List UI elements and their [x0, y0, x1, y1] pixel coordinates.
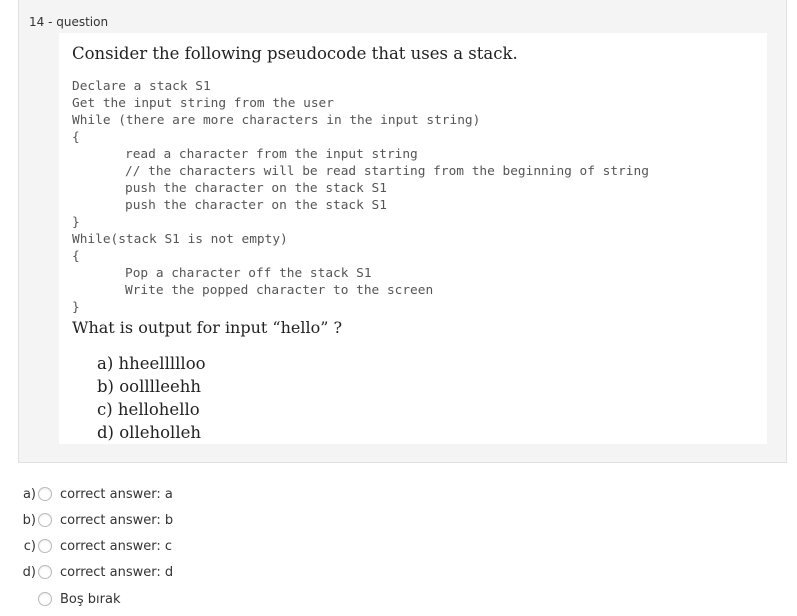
radio-button[interactable]: [38, 487, 52, 501]
answer-option-c[interactable]: [0, 535, 400, 557]
radio-button[interactable]: [38, 539, 52, 553]
code-line: push the character on the stack S1: [125, 181, 387, 196]
question-option: d) olleholleh: [97, 423, 202, 442]
radio-button[interactable]: [38, 592, 52, 606]
code-line: {: [72, 130, 80, 145]
code-line: While (there are more characters in the input string): [72, 113, 481, 128]
answer-label[interactable]: correct answer: c: [60, 538, 173, 554]
answer-label[interactable]: correct answer: a: [60, 486, 173, 502]
radio-button[interactable]: [38, 565, 52, 579]
answer-option-a[interactable]: [0, 483, 400, 505]
answer-option-d[interactable]: [0, 561, 400, 583]
question-option: b) oolllleehh: [97, 377, 202, 396]
code-line: }: [72, 300, 80, 315]
answer-option-b[interactable]: [0, 509, 400, 531]
code-line: {: [72, 249, 80, 264]
question-image: [59, 33, 767, 444]
code-line: // the characters will be read starting from the beginning of string: [125, 164, 649, 179]
question-ask: What is output for input “hello” ?: [72, 318, 343, 337]
code-line: Declare a stack S1: [72, 79, 211, 94]
answer-letter: d): [22, 564, 36, 580]
answer-option-skip[interactable]: [0, 588, 400, 610]
code-line: Get the input string from the user: [72, 96, 334, 111]
answer-label[interactable]: correct answer: d: [60, 564, 174, 580]
radio-button[interactable]: [38, 513, 52, 527]
code-line: }: [72, 215, 80, 230]
answer-label[interactable]: correct answer: b: [60, 512, 174, 528]
code-line: read a character from the input string: [125, 147, 418, 162]
answer-label[interactable]: Boş bırak: [60, 591, 121, 607]
code-line: While(stack S1 is not empty): [72, 232, 288, 247]
question-header: 14 - question: [29, 15, 109, 29]
question-intro: Consider the following pseudocode that uses a stack.: [72, 44, 518, 63]
answer-letter: a): [22, 486, 36, 502]
question-panel: [18, 0, 787, 463]
question-option: c) hellohello: [97, 400, 200, 419]
question-option: a) hheellllloo: [97, 354, 206, 373]
code-line: Write the popped character to the screen: [125, 283, 434, 298]
code-line: Pop a character off the stack S1: [125, 266, 372, 281]
answer-letter: c): [23, 538, 36, 554]
code-line: push the character on the stack S1: [125, 198, 387, 213]
answer-letter: b): [22, 512, 36, 528]
